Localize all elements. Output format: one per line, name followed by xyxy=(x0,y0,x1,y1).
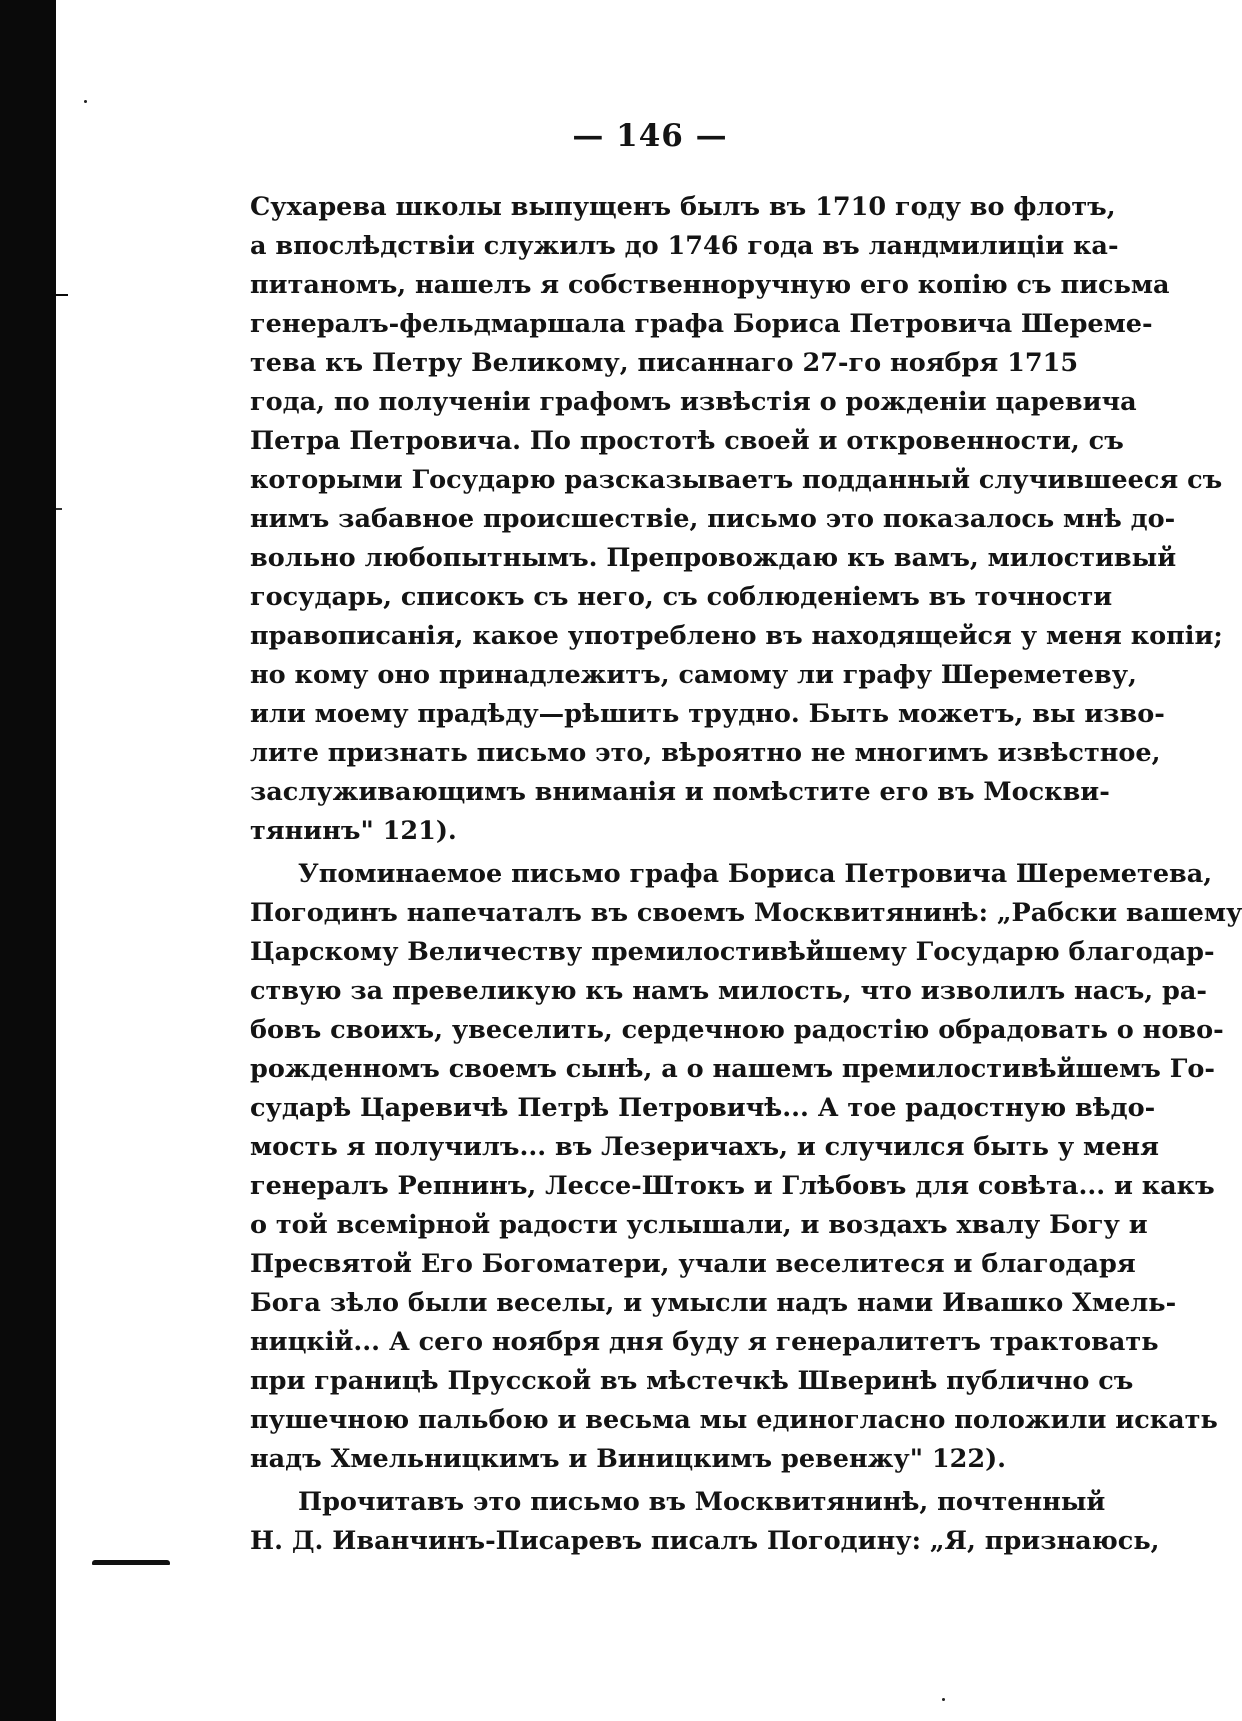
text-line: тянинъ" 121). xyxy=(250,816,457,846)
scan-left-edge xyxy=(0,0,56,1721)
text-line: Царскому Величеству премилостивѣйшему Государю благодар- xyxy=(250,937,1215,967)
text-line: генералъ Репнинъ, Лессе-Штокъ и Глѣбовъ для совѣта... и какъ xyxy=(250,1171,1215,1201)
text-line: Упоминаемое письмо графа Бориса Петровича Шереметева, xyxy=(298,859,1213,889)
text-line: государь, списокъ съ него, съ соблюденіемъ въ точности xyxy=(250,582,1113,612)
scan-speck xyxy=(84,100,87,103)
text-line: бовъ своихъ, увеселить, сердечною радостію обрадовать о ново- xyxy=(250,1015,1224,1045)
text-line: Бога зѣло были веселы, и умысли надъ нами Ивашко Хмель- xyxy=(250,1288,1177,1318)
text-line: лите признать письмо это, вѣроятно не многимъ извѣстное, xyxy=(250,738,1161,768)
page-number: — 146 — xyxy=(572,118,728,154)
text-line: Пресвятой Его Богоматери, учали веселитеся и благодаря xyxy=(250,1249,1136,1279)
paragraph xyxy=(250,855,1242,1479)
text-line: вольно любопытнымъ. Препровождаю къ вамъ, милостивый xyxy=(250,543,1177,573)
text-line: генералъ-фельдмаршала графа Бориса Петровича Шереме- xyxy=(250,309,1153,339)
text-body xyxy=(250,188,1242,1561)
text-line: но кому оно принадлежитъ, самому ли графу Шереметеву, xyxy=(250,660,1137,690)
text-line: мость я получилъ... въ Лезеричахъ, и случился быть у меня xyxy=(250,1132,1159,1162)
text-line: которыми Государю разсказываетъ подданный случившееся съ xyxy=(250,465,1223,495)
page xyxy=(250,118,1242,1561)
text-line: Петра Петровича. По простотѣ своей и откровенности, съ xyxy=(250,426,1124,456)
text-line: надъ Хмельницкимъ и Виницкимъ ревенжу" 122). xyxy=(250,1444,1007,1474)
scan-edge-mark xyxy=(56,294,68,296)
text-line: нимъ забавное происшествіе, письмо это показалось мнѣ до- xyxy=(250,504,1176,534)
text-line: или моему прадѣду—рѣшить трудно. Быть можетъ, вы изво- xyxy=(250,699,1165,729)
text-line: при границѣ Прусской въ мѣстечкѣ Шверинѣ публично съ xyxy=(250,1366,1134,1396)
scan-speck xyxy=(942,1698,945,1701)
text-line: года, по полученіи графомъ извѣстія о рожденіи царевича xyxy=(250,387,1137,417)
text-line: сударѣ Царевичѣ Петрѣ Петровичѣ... А тое радостную вѣдо- xyxy=(250,1093,1156,1123)
text-line: пушечною пальбою и весьма мы единогласно положили искать xyxy=(250,1405,1218,1435)
paragraph xyxy=(250,188,1223,851)
text-line: Погодинъ напечаталъ въ своемъ Москвитянинѣ: „Рабски вашему xyxy=(250,898,1242,928)
paragraph xyxy=(250,1483,1160,1561)
scan-smudge xyxy=(92,1560,170,1565)
text-line: правописанія, какое употреблено въ находящейся у меня копіи; xyxy=(250,621,1223,651)
text-line: Прочитавъ это письмо въ Москвитянинѣ, почтенный xyxy=(298,1487,1106,1517)
text-line: о той всемірной радости услышали, и воздахъ хвалу Богу и xyxy=(250,1210,1148,1240)
text-line: а впослѣдствіи служилъ до 1746 года въ ландмилиціи ка- xyxy=(250,231,1119,261)
scan-edge-mark xyxy=(56,508,62,510)
text-line: питаномъ, нашелъ я собственноручную его копію съ письма xyxy=(250,270,1170,300)
text-line: Н. Д. Иванчинъ-Писаревъ писалъ Погодину: „Я, признаюсь, xyxy=(250,1526,1160,1556)
text-line: ницкій... А сего ноября дня буду я генералитетъ трактовать xyxy=(250,1327,1159,1357)
text-line: Сухарева школы выпущенъ былъ въ 1710 году во флотъ, xyxy=(250,192,1116,222)
text-line: заслуживающимъ вниманія и помѣстите его въ Москви- xyxy=(250,777,1110,807)
text-line: рожденномъ своемъ сынѣ, а о нашемъ премилостивѣйшемъ Го- xyxy=(250,1054,1215,1084)
text-line: ствую за превеликую къ намъ милость, что изволилъ насъ, ра- xyxy=(250,976,1207,1006)
text-line: тева къ Петру Великому, писаннаго 27-го ноября 1715 xyxy=(250,348,1079,378)
